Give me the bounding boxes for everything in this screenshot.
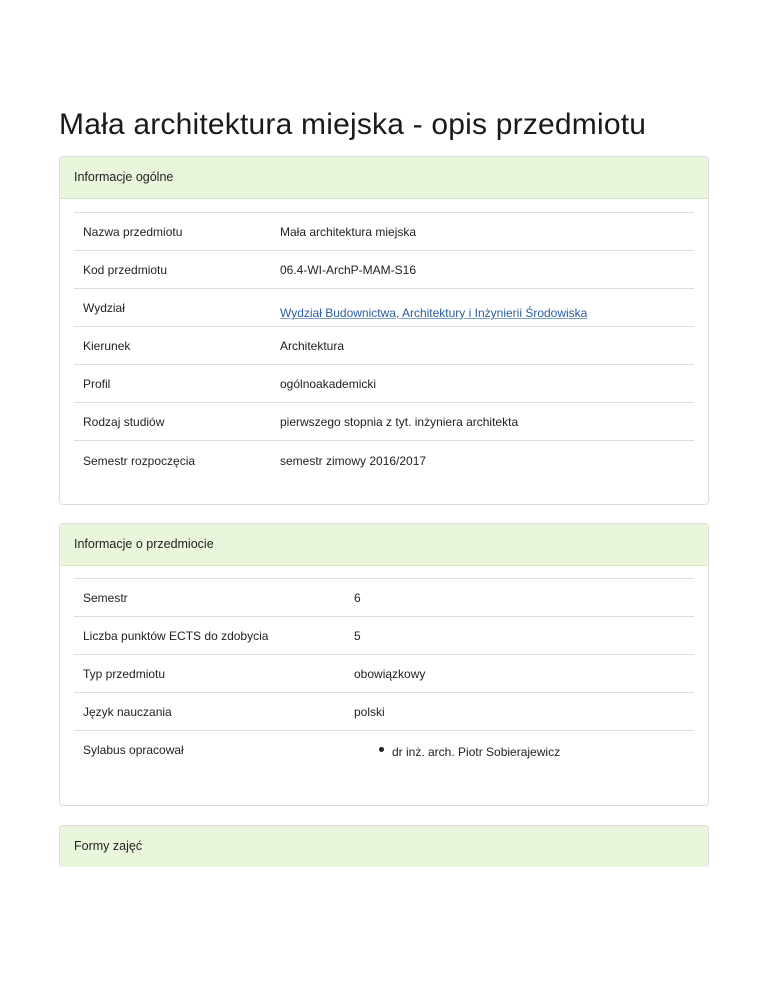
row-value: pierwszego stopnia z tyt. inżyniera architekta — [280, 415, 519, 429]
table-row — [74, 692, 694, 730]
row-label: Kierunek — [83, 339, 131, 353]
bullet-icon — [379, 747, 384, 752]
author-name: dr inż. arch. Piotr Sobierajewicz — [392, 745, 561, 759]
row-value: obowiązkowy — [354, 667, 426, 681]
table-row — [74, 440, 694, 478]
general-info-heading: Informacje ogólne — [60, 157, 708, 199]
row-label: Wydział — [83, 301, 125, 315]
row-label: Typ przedmiotu — [83, 667, 166, 681]
author-list-item — [379, 745, 560, 759]
row-label: Język nauczania — [83, 705, 172, 719]
row-label: Liczba punktów ECTS do zdobycia — [83, 629, 269, 643]
table-row — [74, 326, 694, 364]
row-label: Profil — [83, 377, 111, 391]
table-row — [74, 364, 694, 402]
row-label: Nazwa przedmiotu — [83, 225, 183, 239]
class-forms-panel — [59, 825, 709, 867]
table-row — [74, 578, 694, 616]
row-label: Kod przedmiotu — [83, 263, 168, 277]
table-row — [74, 402, 694, 440]
row-label: Semestr rozpoczęcia — [83, 454, 196, 468]
table-row — [74, 250, 694, 288]
row-label: Sylabus opracował — [83, 743, 184, 757]
page-title: Mała architektura miejska - opis przedmiotu — [59, 108, 647, 141]
table-row — [74, 730, 694, 791]
row-value: Mała architektura miejska — [280, 225, 417, 239]
table-row — [74, 616, 694, 654]
row-value: ogólnoakademicki — [280, 377, 377, 391]
course-info-heading: Informacje o przedmiocie — [60, 524, 708, 566]
class-forms-heading: Formy zajęć — [60, 826, 708, 867]
row-value: 06.4-WI-ArchP-MAM-S16 — [280, 263, 417, 277]
row-value: 6 — [354, 591, 361, 605]
table-row — [74, 288, 694, 326]
row-value: polski — [354, 705, 385, 719]
row-value: Architektura — [280, 339, 345, 353]
row-label: Rodzaj studiów — [83, 415, 165, 429]
course-info-panel — [59, 523, 709, 806]
row-label: Semestr — [83, 591, 128, 605]
row-value: semestr zimowy 2016/2017 — [280, 454, 427, 468]
general-info-panel — [59, 156, 709, 505]
table-row — [74, 212, 694, 250]
course-info-table — [74, 578, 694, 791]
faculty-link[interactable]: Wydział Budownictwa, Architektury i Inżynierii Środowiska — [280, 306, 588, 320]
general-info-table — [74, 212, 694, 478]
row-value: 5 — [354, 629, 361, 643]
table-row — [74, 654, 694, 692]
